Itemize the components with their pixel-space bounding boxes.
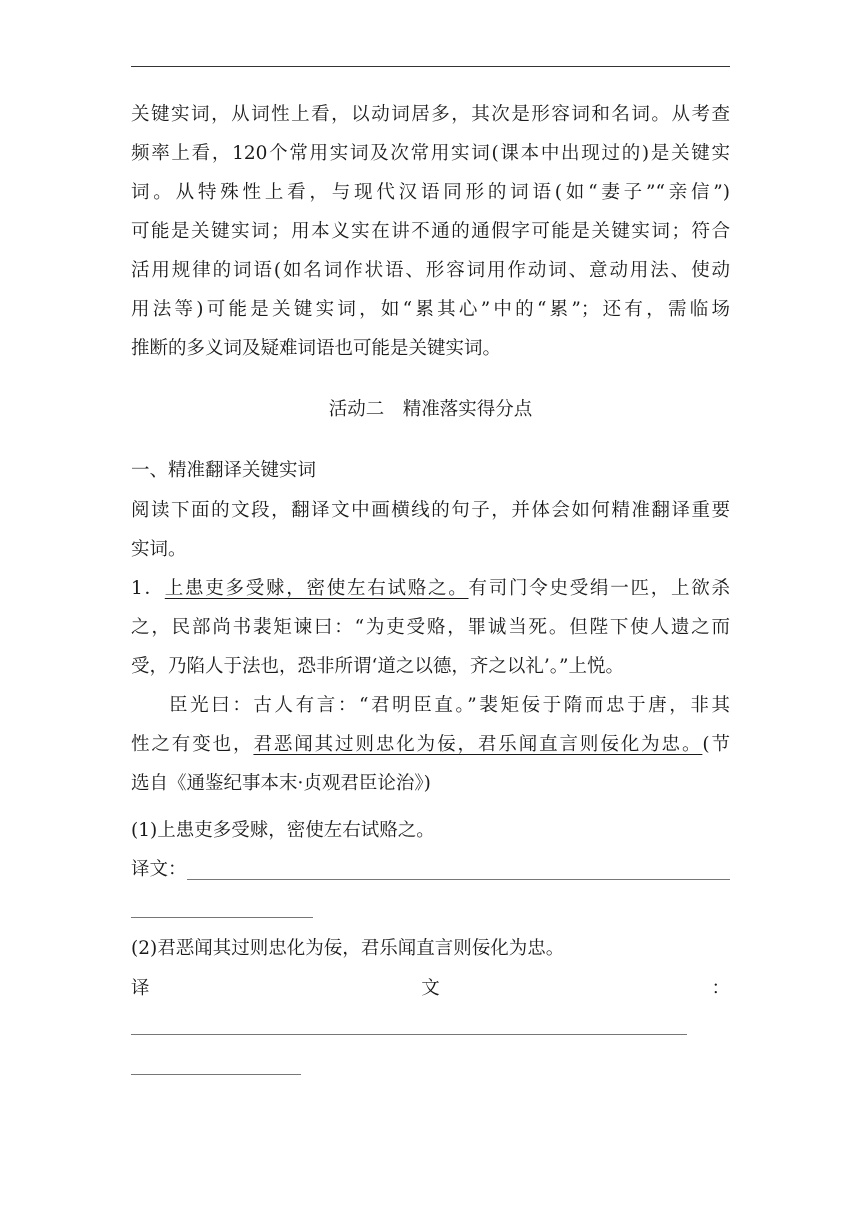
passage-paragraph-1-line (131, 577, 730, 601)
passage-paragraph-2-line (131, 733, 730, 757)
document-page (131, 0, 730, 1216)
passage-text: 性之有变也， (131, 734, 254, 755)
answer-blank-1-continuation[interactable] (131, 917, 313, 918)
passage-paragraph-1-line: 受，乃陷人于法也，恐非所谓‘道之以德，齐之以礼’。”上悦。 (131, 656, 624, 677)
answer-blank-1[interactable] (187, 879, 730, 880)
passage-paragraph-2-line: 臣光曰：古人有言：“君明臣直。”裴矩佞于隋而忠于唐，非其 (169, 695, 730, 716)
answer-blank-2[interactable] (131, 1034, 687, 1035)
answer-label-2 (131, 977, 730, 1001)
intro-line: 关键实词，从词性上看，以动词居多，其次是形容词和名词。从考查 (131, 104, 730, 125)
answer-label-char: 文 (421, 978, 440, 999)
subsection-heading: 一、精准翻译关键实词 (131, 460, 317, 481)
answer-blank-2-continuation[interactable] (131, 1074, 301, 1075)
intro-line: 推断的多义词及疑难词语也可能是关键实词。 (131, 338, 502, 359)
answer-label-1: 译文： (131, 859, 187, 880)
intro-line: 活用规律的词语(如名词作状语、形容词用作动词、意动用法、使动 (131, 260, 730, 281)
intro-line: 词。从特殊性上看，与现代汉语同形的词语(如“妻子”“亲信”) (131, 182, 730, 203)
underlined-sentence: 君恶闻其过则忠化为佞，君乐闻直言则佞化为忠。 (253, 734, 703, 755)
intro-line: 用法等)可能是关键实词，如“累其心”中的“累”；还有，需临场 (131, 299, 730, 320)
intro-line: 频率上看，120个常用实词及次常用实词(课本中出现过的)是关键实 (131, 143, 730, 164)
answer-label-char: ： (711, 978, 730, 999)
underlined-sentence: 上患吏多受赇，密使左右试赂之。 (164, 578, 469, 599)
section-title: 活动二 精准落实得分点 (328, 399, 533, 420)
question-2: (2)君恶闻其过则忠化为佞，君乐闻直言则佞化为忠。 (131, 938, 565, 959)
instruction-text: 实词。 (131, 539, 187, 560)
passage-source: 选自《通鉴纪事本末·贞观君臣论治》) (131, 773, 431, 794)
intro-line: 可能是关键实词；用本义实在讲不通的通假字可能是关键实词；符合 (131, 221, 730, 242)
question-1: (1)上患吏多受赇，密使左右试赂之。 (131, 820, 435, 841)
passage-paragraph-1-line: 之，民部尚书裴矩谏曰：“为吏受赂，罪诚当死。但陛下使人遗之而 (131, 617, 730, 638)
passage-text: 有司门令史受绢一匹，上欲杀 (468, 578, 730, 599)
instruction-text: 阅读下面的文段，翻译文中画横线的句子，并体会如何精准翻译重要 (131, 500, 730, 521)
paragraph-number: 1． (131, 578, 165, 599)
answer-label-char: 译 (131, 978, 150, 999)
header-rule (131, 66, 730, 67)
passage-text: (节 (702, 734, 730, 755)
